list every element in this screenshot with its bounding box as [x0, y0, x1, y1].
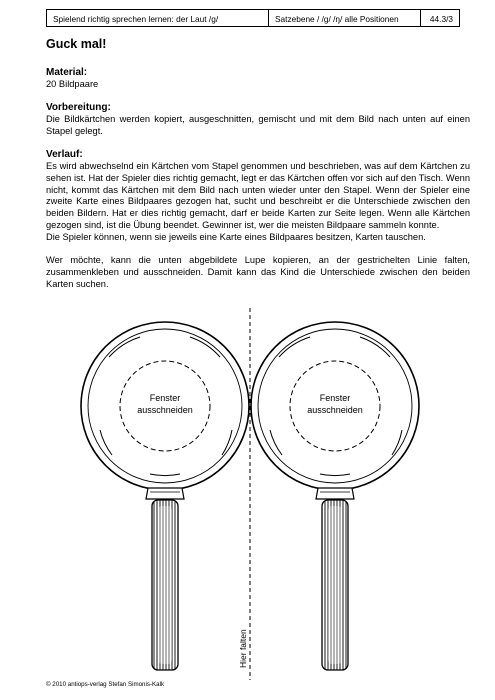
- header-series-title: Spielend richtig sprechen lernen: der Laut /g/: [47, 10, 269, 26]
- left-magnifier: [81, 322, 249, 670]
- material-heading: Material:: [46, 67, 88, 78]
- preparation-heading: Vorbereitung:: [46, 101, 111, 113]
- left-window-label-line2: ausschneiden: [137, 405, 193, 415]
- procedure-paragraph-2: Die Spieler können, wenn sie jeweils eine Karte eines Bildpaares besitzen, Karten tauschen.: [46, 232, 426, 243]
- right-magnifier: [251, 322, 419, 670]
- preparation-text: Die Bildkärtchen werden kopiert, ausgeschnitten, gemischt und mit dem Bild nach unten auf einen Stapel gelegt.: [46, 113, 470, 136]
- page-title: Guck mal!: [46, 37, 107, 51]
- procedure-paragraph-3: Wer möchte, kann die unten abgebildete Lupe kopieren, an der gestrichelten Linie falten, zusammenkleben und ausschneiden. Damit kann das Kind die Unterschiede zwischen den beiden Karten suchen.: [46, 255, 470, 289]
- copyright-footer: © 2010 antiops-verlag Stefan Simonis-Kalk: [46, 681, 165, 688]
- procedure-heading: Verlauf:: [46, 148, 83, 160]
- header-level: Satzebene / /g/ /ŋ/ alle Positionen: [269, 10, 421, 26]
- right-window-label-line1: Fenster: [319, 393, 351, 403]
- procedure-paragraph-1: Es wird abwechselnd ein Kärtchen vom Stapel genommen und beschrieben, was auf dem Kärtchen zu sehen ist. Hat der Spieler dies richtig gemacht, legt er das Kärtchen offen vor sich auf den Tisch. Wenn nicht, kommt das Kärtchen mit dem Bild nach unten wieder unter den Stapel. Wenn der Spieler eine zweite Karte eines Bildpaares gezogen hat, sucht und beschreibt er die Unterschiede zwischen den beiden Bildern. Hat er dies richtig gemacht, darf er beide Karten zur Seite legen. Wenn alle Kärtchen gezogen sind, ist die Übung beendet. Gewinner ist, wer die meisten Bildpaare sammeln konnte.: [46, 160, 470, 231]
- material-text: 20 Bildpaare: [46, 79, 99, 89]
- fold-label: Hier falten: [238, 629, 248, 668]
- right-window-label-line2: ausschneiden: [307, 405, 363, 415]
- header-page-number: 44.3/3: [429, 14, 453, 24]
- left-window-label-line1: Fenster: [149, 393, 181, 403]
